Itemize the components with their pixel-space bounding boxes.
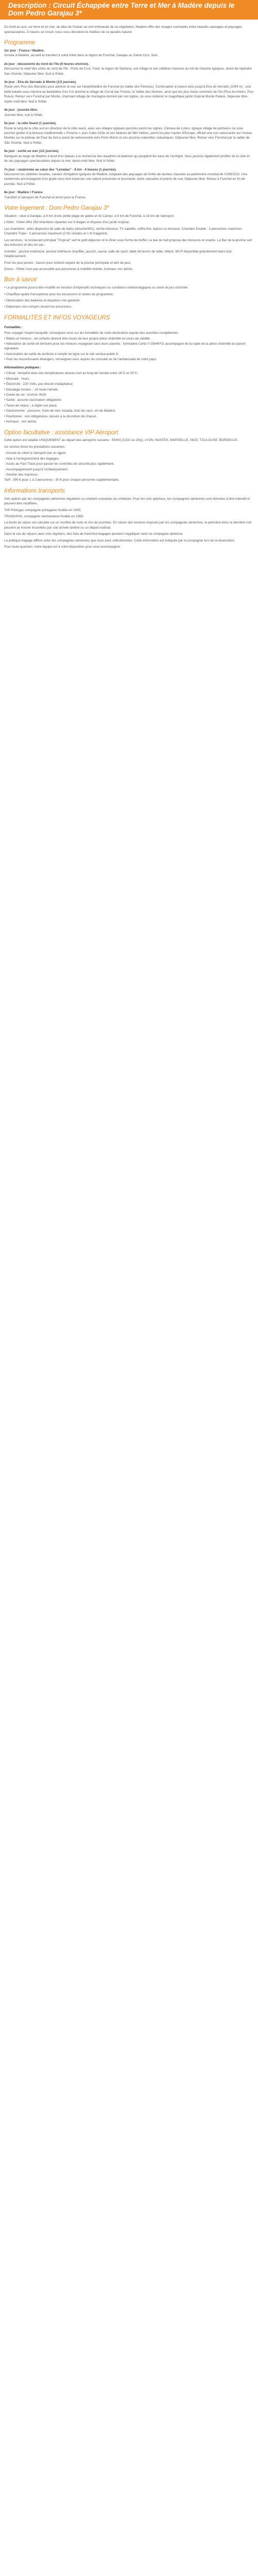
formalites-item: • Autorisation de sortie du territoire à remplir en ligne sur le site service-public.fr. xyxy=(4,352,119,356)
good-to-know-title: Bon à savoir xyxy=(4,277,37,283)
hotel-para: Activités : piscine extérieure, piscine intérieure chauffée, jacuzzi, sauna, salle de sport, table de tennis de table, billard. Wi-Fi disponible gratuitement dans tout l'établissement. xyxy=(4,249,232,259)
day-text: Transfert à l'aéroport de Funchal et envol pour la France. xyxy=(4,195,86,199)
formalites-title: FORMALITÉS ET INFOS VOYAGEURS xyxy=(4,314,110,321)
page-title-banner xyxy=(0,0,258,20)
hotel-para: Divers : l'hôtel n'est pas accessible aux personnes à mobilité réduite. Animaux non admis. xyxy=(4,267,134,271)
infos-item: • Pourboires : non obligatoires, laissés à la discrétion de chacun. xyxy=(4,414,98,418)
transports-para: La politique bagage diffère selon les compagnies aériennes que vous avez sélectionnées. Cette information est indiquée par la compagnie lors de la réservation. xyxy=(4,538,235,543)
vip-title: Option facultative : assistance VIP Aéroport xyxy=(4,429,118,436)
page xyxy=(0,0,258,561)
transports-section xyxy=(4,497,254,550)
day-text: Route vers Pico dos Barcelos pour admirer la vue sur l'amphithéâtre de Funchal (la Vallée des Pereiras). Continuation à travers bois jusqu'à Eira do Serrado (1094 m) : une belle balade vous mènera au belvédère d'où l'on domine le village de Curral das Freiras, la Vallée des Nonnes, ainsi que les plus hauts sommets de l'île (Pico do Arieiro, Pico Ruivo). Retour vers Funchal par Monte, charmant village de montagne dominé par son église, où vous visiterez le magnifique jardin tropical Monte Palace. Déjeuner libre. Après-midi libre. Nuit à l'hôtel. xyxy=(4,85,254,104)
good-para: • Chauffeur-guide francophone pour les excursions et visites du programme. xyxy=(4,292,114,296)
page-title: Description : Circuit Échappée entre Terre et Mer à Madère depuis le Dom Pedro Garajau 3* xyxy=(8,2,235,17)
infos-group-head: Informations pratiques : xyxy=(4,365,42,369)
day-4 xyxy=(4,108,254,117)
hotel-section xyxy=(4,214,254,272)
day-8 xyxy=(4,190,254,200)
day-text: Découvrez les célèbres levadas, canaux d'irrigation typiques de Madère, longeant des paysages de forêts de lauriers classées au patrimoine mondial de l'UNESCO. Une randonnée accompagnée d'un guide vous fera traverser une nature préservée et luxuriante, entre cascades et points de vue. Déjeuner libre. Retour à Funchal en fin de journée. Nuit à l'hôtel. xyxy=(4,173,248,186)
vip-section xyxy=(4,438,254,483)
day-3 xyxy=(4,80,254,104)
vip-para: - Accompagnement jusqu'à l'embarquement. xyxy=(4,467,69,471)
transports-title: Informations transports xyxy=(4,487,65,494)
day-title: 2e jour : découverte du nord de l'île (6 heures environ). xyxy=(4,62,89,66)
day-1 xyxy=(4,48,254,58)
infos-item: • Électricité : 220 Volts, pas besoin d'adaptateur. xyxy=(4,382,74,386)
formalites-item: • Pour les ressortissants étrangers, renseignez-vous auprès du consulat ou de l'ambassade de votre pays. xyxy=(4,358,157,362)
vip-para: Ce service inclut les prestations suivantes : xyxy=(4,445,67,449)
formalites-item: • Attestation de sortie de territoire pour les mineurs voyageant sans leurs parents : formulaire Cerfa n°15646*01 accompagné de la copie de la pièce d'identité du parent signataire. xyxy=(4,342,246,351)
day-5 xyxy=(4,121,254,145)
infos-item: • Durée de vol : environ 3h30. xyxy=(4,393,47,397)
day-title: 6e jour : sortie en mer (1/2 journée). xyxy=(4,149,59,154)
hotel-para: L'hôtel : l'hôtel offre 263 chambres réparties sur 8 étages et dispose d'un jardin tropical. xyxy=(4,221,130,225)
day-title: 5e jour : la côte Ouest (1 journée). xyxy=(4,122,57,126)
good-para: • Observation des baleines et dauphins non garantie. xyxy=(4,299,80,303)
good-to-know-section xyxy=(4,285,254,310)
transports-para: TAP Portugal, compagnie portugaise fondée en 1945. xyxy=(4,508,82,512)
day-text: Route le long de la côte sud en direction de la côte ouest, avec ses villages typiques perchés parmi les vignes. Câmara de Lobos, typique village de pêcheurs où vous pourrez goûter à la boisson traditionnelle « Poncha », puis Cabo Girão et ses falaises de 580 mètres, parmi les plus hautes d'Europe, offrant une vue saisissante sur l'océan. Montée sur le plateau de Paul da Serra avant de redescendre vers Porto Moniz et ses piscines naturelles volcaniques. Déjeuner libre. Retour vers Funchal par la vallée de São Vicente. Nuit à l'hôtel. xyxy=(4,126,253,145)
day-text: Découvrez le relief des côtes du nord de l'île : Porto da Cruz, Faial, la région de Santana, son village et ses célèbres maisons au toit de chaume typiques, avant de rejoindre Sao Vicente. Déjeuner libre. Nuit à l'hôtel. xyxy=(4,67,252,76)
day-text: Naviguez au large de Madère à bord d'un bateau à la recherche des dauphins et baleines qui peuplent les eaux de l'archipel. Vous pourrez également profiter de la côte et de ses paysages spectaculaires depuis la mer. Après-midi libre. Nuit à l'hôtel. xyxy=(4,154,250,163)
infos-item: • Monnaie : l'euro. xyxy=(4,377,30,381)
vip-para: - Gestion des imprévus. xyxy=(4,473,39,477)
hotel-para: Situation : situé à Garajau, à 8 km d'une petite plage de galets et de Caniço, à 8 km de Funchal, à 19 km de l'aéroport. xyxy=(4,214,175,218)
day-title: 3e jour : Eira do Serrado & Monte (1/2 journée). xyxy=(4,80,77,84)
programme-title: Programme xyxy=(4,40,36,46)
transports-para: Pour toute question, notre équipe est à votre disposition pour vous accompagner. xyxy=(4,545,121,549)
vip-para: Cette option est valable UNIQUEMENT au départ des aéroports suivants : PARIS (CDG ou Orly), LYON, NANTES, MARSEILLE, NICE, TOULOUSE, BORDEAUX. xyxy=(4,438,238,443)
hotel-para: Pour les plus jeunes : bassin pour enfants séparé de la piscine principale et aire de jeux. xyxy=(4,261,132,265)
infos-item: • Décalage horaire : -1h toute l'année. xyxy=(4,387,59,392)
programme-list xyxy=(4,48,254,200)
vip-para: Tarif : 390 € pour 1 à 2 personnes - 50 € pour chaque personne supplémentaire. xyxy=(4,478,120,482)
day-text: Arrivée à Madère, accueil et transfert à votre hôtel dans la région de Funchal, Garajau ou Santa Cruz. Nuit. xyxy=(4,54,158,58)
formalites-group-head: Formalités : xyxy=(4,325,23,329)
infos-item: • Climat : tempéré avec des températures douces tout au long de l'année entre 18°C et 25°C. xyxy=(4,371,138,376)
formalites-section xyxy=(4,325,254,425)
hotel-para: Les chambres : elles disposent de salle de bains (douche/WC), sèche-cheveux, TV satellite, coffre-fort, balcon ou terrasse. Chambre Double : 2 personnes maximum. Chambre Triple : 3 personnes maximum (2 lits simples et 1 lit d'appoint). xyxy=(4,227,243,236)
day-title: 8e jour : Madère / France. xyxy=(4,191,43,195)
intro-text: Du nord au sud, sur terre et en mer, du bleu de l'océan au vert émeraude de sa végétation, Madère offre des visages contrastés entre beautés sauvages et paysages spectaculaires. À travers ce circuit, nous vous dévoilons le meilleur de ce paradis naturel. xyxy=(4,25,243,34)
transports-para: La durée du séjour est calculée sur un nombre de nuits et non de journées. En raison des horaires imposés par les compagnies aériennes, la première et/ou la dernière nuit peuvent se trouver écourtées par une arrivée tardive ou un départ matinal. xyxy=(4,521,252,530)
good-para: • Déjeuners non compris durant les excursions. xyxy=(4,305,72,309)
transports-para: TRANSAVIA, compagnie néerlandaise fondée en 1965. xyxy=(4,515,84,518)
formalites-item: Pour voyager l'esprit tranquille, renseignez-vous sur les formalités de votre destination auprès des autorités compétentes. xyxy=(4,331,179,335)
day-6 xyxy=(4,149,254,163)
day-text: Journée libre, nuit à l'hôtel. xyxy=(4,113,43,117)
infos-item: • Gastronomie : poissons, fruits de mer, espada, bolo do caco, vin de Madère. xyxy=(4,409,116,413)
vip-para: - Accès au Fast Track pour passer les contrôles de sécurité plus rapidement. xyxy=(4,462,115,466)
hotel-title: Votre logement : Dom Pedro Garajau 3* xyxy=(4,205,109,212)
day-title: 4e jour : journée libre. xyxy=(4,108,38,112)
infos-item: • Taxes de séjour : à régler sur place. xyxy=(4,403,58,408)
day-7 xyxy=(4,167,254,187)
transports-para: Dans le cas de séjours avec vols réguliers, des frais de franchise bagages peuvent s'appliquer selon la compagnie aérienne. xyxy=(4,532,184,536)
formalites-item: • Bébés et mineurs : les enfants doivent être munis de leur propre pièce d'identité en cours de validité. xyxy=(4,336,151,341)
vip-para: - Aide à l'enregistrement des bagages. xyxy=(4,456,60,461)
day-2 xyxy=(4,62,254,76)
hotel-para: Les services : le restaurant principal "Tropical" sert le petit déjeuner et le dîner sous forme de buffet. Le bar du hall propose des boissons et snacks. Le Bar de la piscine sert des boissons et des en-cas. xyxy=(4,238,252,247)
transports-para: Vols opérés par les compagnies aériennes régulières ou charters suivantes ou similaires. Pour les vols spéciaux, les compagnies aériennes sont données à titre indicatif et peuvent être modifiées. xyxy=(4,497,250,506)
vip-para: - Accueil du client à l'aéroport par un agent. xyxy=(4,451,67,455)
good-para: • Le programme pourra être modifié en fonction d'impératifs techniques ou conditions météorologiques ou selon le jour d'arrivée. xyxy=(4,286,189,290)
infos-item: • Animaux : non admis. xyxy=(4,420,38,424)
day-title: 7e jour : randonnée au cœur des "Levadas" - 8 km - 4 heures (1 journée). xyxy=(4,167,117,172)
infos-item: • Santé : aucune vaccination obligatoire. xyxy=(4,398,62,402)
day-title: 1er jour : France / Madère. xyxy=(4,48,45,53)
intro-block xyxy=(4,25,254,35)
